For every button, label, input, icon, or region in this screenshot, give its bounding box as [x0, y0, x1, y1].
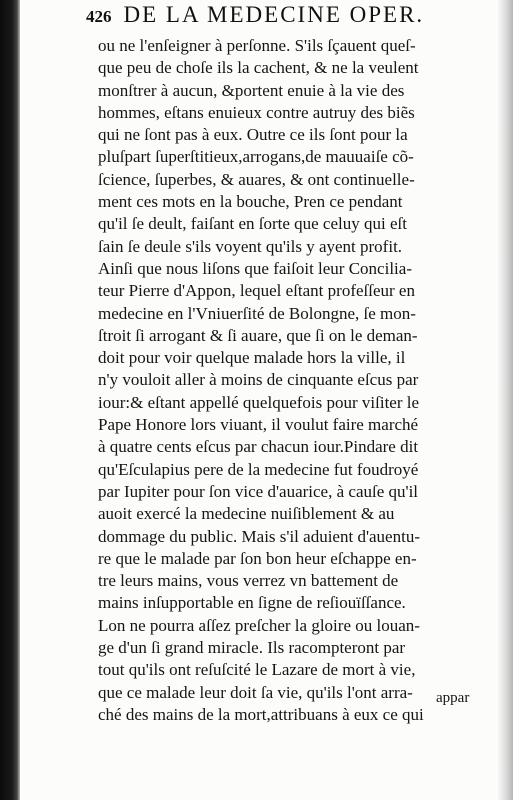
page-header — [86, 2, 486, 36]
text-line: mains inſupportable en ſigne de reſiouïſſance. — [98, 593, 406, 613]
text-line: à quatre cents eſcus par chacun iour.Pindare dit — [98, 437, 419, 457]
text-line: qui ne ſont pas à eux. Outre ce ils ſont pour la — [98, 125, 408, 145]
text-line: Pape Honore lors viuant, il voulut faire marché — [98, 415, 419, 435]
text-line: que peu de choſe ils la cachent, & ne la veulent — [98, 58, 419, 78]
text-line: que ce malade leur doit ſa vie, qu'ils l'ont arra- — [98, 682, 413, 702]
text-line: doit pour voir quelque malade hors la ville, il — [98, 348, 406, 368]
text-line: tre leurs mains, vous verrez vn battement de — [98, 571, 399, 591]
text-line: ge d'un ſi grand miracle. Ils racompteront par — [98, 638, 406, 658]
text-line: Lon ne pourra aſſez preſcher la gloire ou louan- — [98, 615, 420, 635]
text-line: n'y vouloit aller à moins de cinquante eſcus par — [98, 370, 419, 390]
catchword: appar — [436, 690, 470, 706]
text-line: pluſpart ſuperſtitieux,arrogans,de mauuaiſe cõ- — [98, 147, 414, 167]
text-line: ché des mains de la mort,attribuans à eux ce qui — [98, 704, 424, 724]
text-line: auoit exercé la medecine nuiſiblement & au — [98, 504, 395, 524]
text-line: dommage du public. Mais s'il aduient d'auentu- — [98, 526, 420, 546]
text-line: qu'Eſculapius pere de la medecine fut foudroyé — [98, 459, 419, 479]
body-text — [98, 35, 480, 726]
text-line: Ainſi que nous liſons que faiſoit leur Concilia- — [98, 258, 412, 278]
book-spine-shadow — [0, 0, 20, 800]
text-line: hommes, eſtans enuieux contre autruy des biẽs — [98, 102, 415, 122]
running-head: DE LA MEDECINE OPER. — [123, 2, 425, 27]
text-line: ou ne l'enſeigner à perſonne. S'ils ſçauent queſ- — [98, 36, 416, 55]
text-line: ſain ſe deule s'ils voyent qu'ils y ayent profit. — [98, 236, 403, 256]
text-line: monſtrer à aucun, &portent enuie à la vie des — [98, 80, 405, 100]
text-line: ſtroit ſi arrogant & ſi auare, que ſi on le deman- — [98, 325, 418, 345]
text-line: re que le malade par ſon bon heur eſchappe en- — [98, 548, 417, 568]
text-line: teur Pierre d'Appon, lequel eſtant profeſſeur en — [98, 281, 415, 301]
text-line: par Iupiter pour ſon vice d'auarice, à cauſe qu'il — [98, 481, 419, 501]
text-line: qu'il ſe deult, faiſant en ſorte que celuy qui eſt — [98, 214, 407, 234]
page-edge-shadow — [497, 0, 513, 800]
text-line: ment ces mots en la bouche, Pren ce pendant — [98, 192, 403, 212]
text-line: tout qu'ils ont reſuſcité le Lazare de mort à vie, — [98, 660, 416, 680]
text-line: ſcience, ſuperbes, & auares, & ont continuelle- — [98, 169, 415, 189]
text-line: iour:& eſtant appellé quelquefois pour viſiter le — [98, 392, 420, 412]
text-line: medecine en l'Vniuerſité de Bolongne, ſe mon- — [98, 303, 416, 323]
page-number: 426 — [86, 7, 112, 26]
